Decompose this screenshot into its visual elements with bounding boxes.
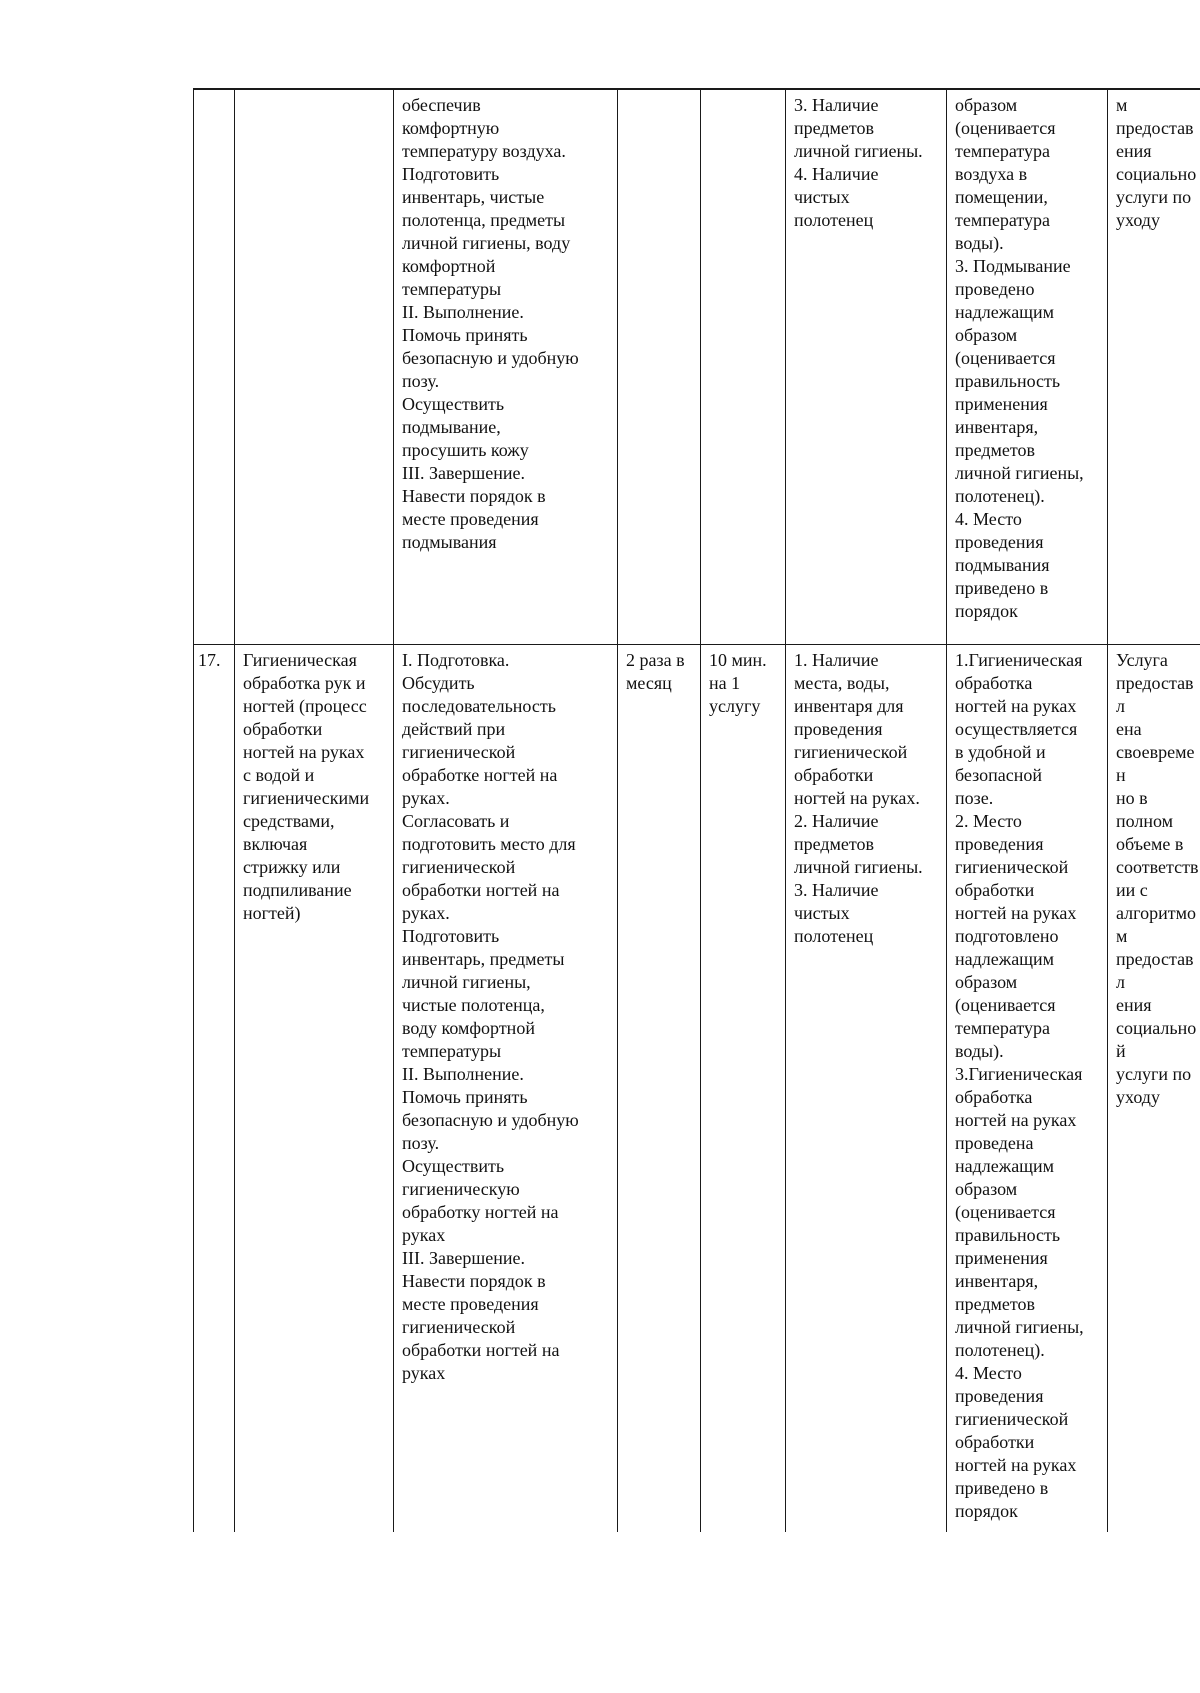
services-table xyxy=(193,88,1200,1532)
quality-indicators-cell: образом (оценивается температура воздуха в помещении, температура воды). 3. Подмывание проведено надлежащим образом (оценивается правильность применения инвентаря, предметов личной гигиены, полотенец). 4. Место проведения подмывания приведено в порядок xyxy=(947,89,1108,644)
time-norm-cell: 10 мин. на 1 услугу xyxy=(701,644,786,1532)
row-number-cell xyxy=(194,89,235,644)
conditions-cell: 1. Наличие места, воды, инвентаря для проведения гигиенической обработки ногтей на руках. 2. Наличие предметов личной гигиены. 3. Наличие чистых полотенец xyxy=(786,644,947,1532)
table-row xyxy=(194,89,1200,644)
conditions-cell: 3. Наличие предметов личной гигиены. 4. Наличие чистых полотенец xyxy=(786,89,947,644)
service-content-cell: обеспечив комфортную температуру воздуха. Подготовить инвентарь, чистые полотенца, предметы личной гигиены, воду комфортной температуры II. Выполнение. Помочь принять безопасную и удобную позу. Осуществить подмывание, просушить кожу III. Завершение. Навести порядок в месте проведения подмывания xyxy=(394,89,618,644)
row-number-cell: 17. xyxy=(194,644,235,1532)
service-name-cell: Гигиеническая обработка рук и ногтей (процесс обработки ногтей на руках с водой и гигиеническими средствами, включая стрижку или подпиливание ногтей) xyxy=(235,644,394,1532)
result-evaluation-cell: Услуга предоставл ена своевремен но в полном объеме в соответств ии с алгоритмо м предоставл ения социальной услуги по уходу xyxy=(1108,644,1200,1532)
time-norm-cell xyxy=(701,89,786,644)
frequency-cell: 2 раза в месяц xyxy=(618,644,701,1532)
result-evaluation-cell: м предостав ения социально услуги по уходу xyxy=(1108,89,1200,644)
quality-indicators-cell: 1.Гигиеническая обработка ногтей на руках осуществляется в удобной и безопасной позе. 2. Место проведения гигиенической обработки ногтей на руках подготовлено надлежащим образом (оценивается температура воды). 3.Гигиеническая обработка ногтей на руках проведена надлежащим образом (оценивается правильность применения инвентаря, предметов личной гигиены, полотенец). 4. Место проведения гигиенической обработки ногтей на руках приведено в порядок xyxy=(947,644,1108,1532)
service-name-cell xyxy=(235,89,394,644)
frequency-cell xyxy=(618,89,701,644)
table-row xyxy=(194,644,1200,1532)
service-content-cell: I. Подготовка. Обсудить последовательность действий при гигиенической обработке ногтей на руках. Согласовать и подготовить место для гигиенической обработки ногтей на руках. Подготовить инвентарь, предметы личной гигиены, чистые полотенца, воду комфортной температуры II. Выполнение. Помочь принять безопасную и удобную позу. Осуществить гигиеническую обработку ногтей на руках III. Завершение. Навести порядок в месте проведения гигиенической обработки ногтей на руках xyxy=(394,644,618,1532)
